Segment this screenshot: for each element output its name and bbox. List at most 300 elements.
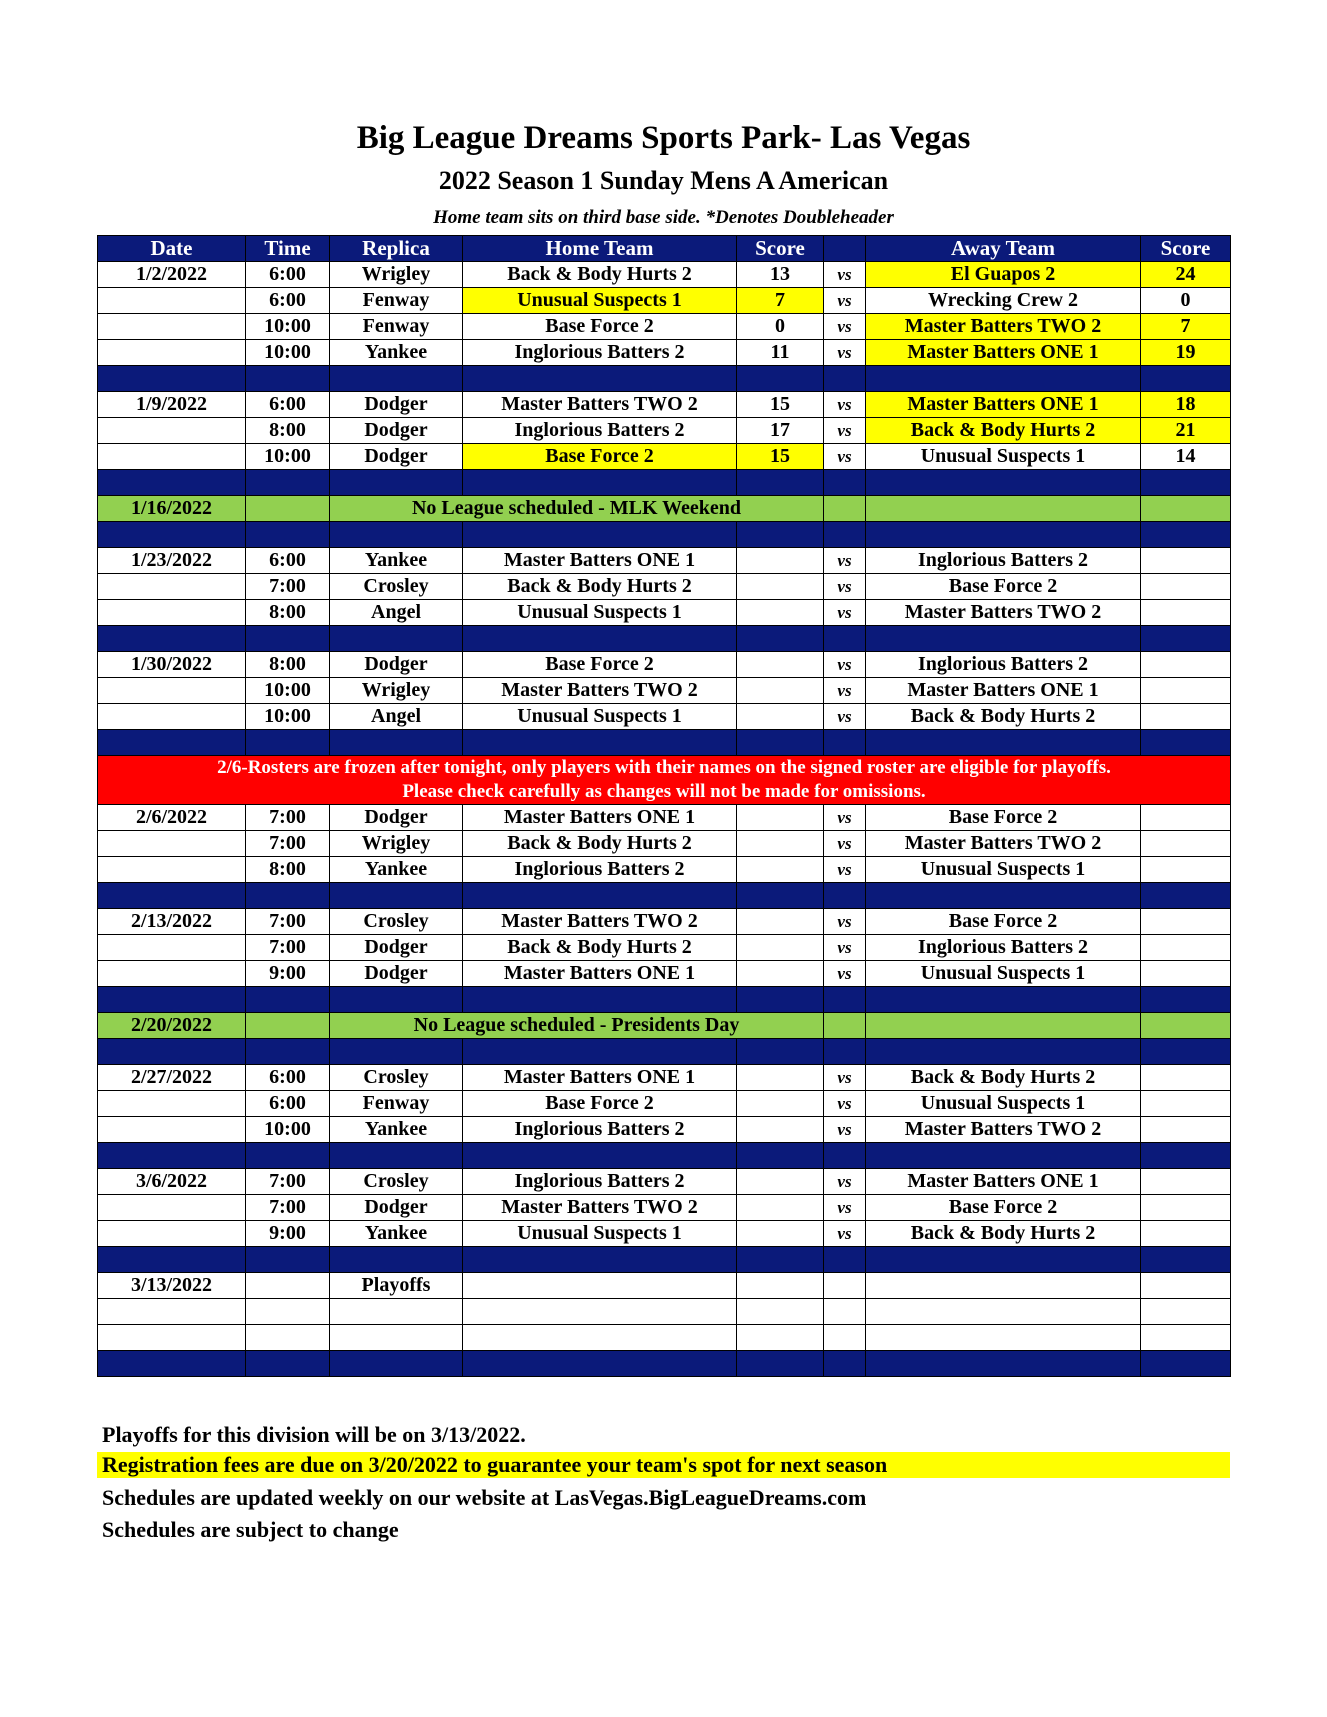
game-row xyxy=(98,857,1231,883)
separator-cell xyxy=(866,883,1141,909)
vs-cell: vs xyxy=(824,548,866,574)
empty-cell xyxy=(737,1325,824,1351)
replica-cell: Wrigley xyxy=(330,262,463,288)
separator-cell xyxy=(330,522,463,548)
home-score-cell xyxy=(737,652,824,678)
replica-cell: Angel xyxy=(330,704,463,730)
time-cell: 8:00 xyxy=(246,857,330,883)
separator-cell xyxy=(1141,730,1231,756)
away-score-cell xyxy=(1141,935,1231,961)
time-cell: 7:00 xyxy=(246,574,330,600)
game-row xyxy=(98,340,1231,366)
empty-cell xyxy=(1141,1299,1231,1325)
separator-cell xyxy=(246,1143,330,1169)
home-score-cell xyxy=(737,1091,824,1117)
separator-cell xyxy=(1141,522,1231,548)
separator-row xyxy=(98,366,1231,392)
date-cell xyxy=(98,1221,246,1247)
game-row xyxy=(98,1195,1231,1221)
separator-cell xyxy=(1141,626,1231,652)
separator-cell xyxy=(246,730,330,756)
date-cell: 2/27/2022 xyxy=(98,1065,246,1091)
date-cell xyxy=(98,831,246,857)
home-team-cell: Back & Body Hurts 2 xyxy=(463,831,737,857)
replica-cell: Dodger xyxy=(330,935,463,961)
separator-cell xyxy=(246,987,330,1013)
separator-cell xyxy=(330,1247,463,1273)
vs-cell: vs xyxy=(824,652,866,678)
home-score-cell: 15 xyxy=(737,444,824,470)
home-team-cell: Master Batters ONE 1 xyxy=(463,961,737,987)
replica-cell: Wrigley xyxy=(330,831,463,857)
date-cell xyxy=(98,444,246,470)
time-cell: 6:00 xyxy=(246,1065,330,1091)
empty-cell xyxy=(1141,1325,1231,1351)
separator-cell xyxy=(98,1039,246,1065)
time-cell: 6:00 xyxy=(246,1091,330,1117)
date-cell: 2/13/2022 xyxy=(98,909,246,935)
col-header-home-team: Home Team xyxy=(463,236,737,262)
separator-cell xyxy=(737,1039,824,1065)
separator-cell xyxy=(737,1351,824,1377)
home-team-cell: Master Batters TWO 2 xyxy=(463,678,737,704)
date-cell: 2/20/2022 xyxy=(98,1013,246,1039)
roster-notice xyxy=(98,756,1231,805)
away-team-cell: Base Force 2 xyxy=(866,805,1141,831)
home-score-cell xyxy=(737,857,824,883)
empty-cell xyxy=(824,1299,866,1325)
time-cell: 6:00 xyxy=(246,262,330,288)
separator-cell xyxy=(866,1143,1141,1169)
date-cell xyxy=(98,574,246,600)
separator-cell xyxy=(330,1143,463,1169)
separator-cell xyxy=(463,883,737,909)
separator-cell xyxy=(463,1039,737,1065)
game-row xyxy=(98,262,1231,288)
home-team-cell: Master Batters TWO 2 xyxy=(463,1195,737,1221)
vs-cell: vs xyxy=(824,1169,866,1195)
roster-notice-line2: Please check carefully as changes will not be made for omissions. xyxy=(402,781,926,802)
replica-cell: Yankee xyxy=(330,1117,463,1143)
separator-cell xyxy=(330,470,463,496)
col-header-away-score: Score xyxy=(1141,236,1231,262)
separator-cell xyxy=(1141,883,1231,909)
separator-cell xyxy=(463,366,737,392)
separator-cell xyxy=(463,522,737,548)
time-cell xyxy=(246,1273,330,1299)
separator-cell xyxy=(98,522,246,548)
time-cell: 10:00 xyxy=(246,314,330,340)
vs-cell: vs xyxy=(824,1091,866,1117)
separator-row xyxy=(98,987,1231,1013)
table-header-row xyxy=(98,236,1231,262)
replica-cell: Yankee xyxy=(330,1221,463,1247)
time-cell: 9:00 xyxy=(246,961,330,987)
away-team-cell: Master Batters ONE 1 xyxy=(866,340,1141,366)
separator-cell xyxy=(824,522,866,548)
away-score-cell xyxy=(1141,1221,1231,1247)
no-league-text: No League scheduled - Presidents Day xyxy=(330,1013,824,1039)
game-row xyxy=(98,574,1231,600)
away-team-cell: El Guapos 2 xyxy=(866,262,1141,288)
vs-cell: vs xyxy=(824,1065,866,1091)
date-cell: 1/23/2022 xyxy=(98,548,246,574)
separator-cell xyxy=(824,366,866,392)
separator-row xyxy=(98,1039,1231,1065)
away-score-cell: 14 xyxy=(1141,444,1231,470)
game-row xyxy=(98,805,1231,831)
vs-cell: vs xyxy=(824,262,866,288)
separator-cell xyxy=(98,1143,246,1169)
separator-row xyxy=(98,883,1231,909)
away-score-cell xyxy=(1141,704,1231,730)
vs-cell: vs xyxy=(824,678,866,704)
separator-cell xyxy=(737,1247,824,1273)
schedule-body xyxy=(98,262,1231,1377)
away-team-cell: Master Batters ONE 1 xyxy=(866,392,1141,418)
time-cell: 6:00 xyxy=(246,548,330,574)
game-row xyxy=(98,935,1231,961)
time-cell: 6:00 xyxy=(246,288,330,314)
replica-cell: Yankee xyxy=(330,548,463,574)
game-row xyxy=(98,1065,1231,1091)
home-score-cell xyxy=(737,548,824,574)
away-team-cell: Back & Body Hurts 2 xyxy=(866,1221,1141,1247)
empty-cell xyxy=(246,1299,330,1325)
replica-cell: Yankee xyxy=(330,857,463,883)
time-cell: 8:00 xyxy=(246,652,330,678)
home-team-note: Home team sits on third base side. *Denotes Doubleheader xyxy=(433,207,894,228)
game-row xyxy=(98,444,1231,470)
home-team-cell: Inglorious Batters 2 xyxy=(463,1169,737,1195)
playoffs-row xyxy=(98,1273,1231,1299)
empty-cell xyxy=(246,1325,330,1351)
date-cell xyxy=(98,288,246,314)
replica-cell: Dodger xyxy=(330,418,463,444)
vs-cell: vs xyxy=(824,600,866,626)
separator-cell xyxy=(1141,1039,1231,1065)
col-header-home-score: Score xyxy=(737,236,824,262)
game-row xyxy=(98,1117,1231,1143)
separator-cell xyxy=(737,1143,824,1169)
empty-cell xyxy=(824,1325,866,1351)
empty-cell xyxy=(463,1273,737,1299)
separator-cell xyxy=(330,883,463,909)
separator-row xyxy=(98,1351,1231,1377)
game-row xyxy=(98,548,1231,574)
date-cell xyxy=(98,418,246,444)
home-team-cell: Base Force 2 xyxy=(463,444,737,470)
home-team-cell: Back & Body Hurts 2 xyxy=(463,574,737,600)
away-team-cell: Back & Body Hurts 2 xyxy=(866,704,1141,730)
page-title: Big League Dreams Sports Park- Las Vegas xyxy=(356,120,971,156)
game-row xyxy=(98,831,1231,857)
home-score-cell: 17 xyxy=(737,418,824,444)
separator-cell xyxy=(737,470,824,496)
separator-cell xyxy=(463,987,737,1013)
separator-cell xyxy=(737,522,824,548)
home-score-cell xyxy=(737,678,824,704)
time-cell: 10:00 xyxy=(246,1117,330,1143)
separator-cell xyxy=(463,470,737,496)
vs-cell: vs xyxy=(824,704,866,730)
time-cell: 9:00 xyxy=(246,1221,330,1247)
away-team-cell: Master Batters TWO 2 xyxy=(866,600,1141,626)
date-cell xyxy=(98,704,246,730)
separator-cell xyxy=(866,470,1141,496)
home-team-cell: Unusual Suspects 1 xyxy=(463,1221,737,1247)
away-team-cell: Inglorious Batters 2 xyxy=(866,548,1141,574)
separator-cell xyxy=(98,470,246,496)
separator-cell xyxy=(737,883,824,909)
game-row xyxy=(98,909,1231,935)
registration-note: Registration fees are due on 3/20/2022 to guarantee your team's spot for next season xyxy=(97,1452,1230,1478)
home-score-cell xyxy=(737,1195,824,1221)
away-team-cell: Master Batters TWO 2 xyxy=(866,831,1141,857)
replica-cell: Crosley xyxy=(330,1065,463,1091)
game-row xyxy=(98,652,1231,678)
game-row xyxy=(98,704,1231,730)
away-team-cell: Master Batters ONE 1 xyxy=(866,678,1141,704)
vs-cell: vs xyxy=(824,340,866,366)
away-team-cell: Base Force 2 xyxy=(866,1195,1141,1221)
away-score-cell xyxy=(1141,574,1231,600)
home-team-cell: Master Batters TWO 2 xyxy=(463,392,737,418)
col-header-vs xyxy=(824,236,866,262)
separator-cell xyxy=(463,730,737,756)
empty-cell xyxy=(98,1325,246,1351)
home-score-cell xyxy=(737,909,824,935)
away-team-cell: Base Force 2 xyxy=(866,909,1141,935)
date-cell xyxy=(98,340,246,366)
page-subtitle: 2022 Season 1 Sunday Mens A American xyxy=(438,166,889,195)
replica-cell: Crosley xyxy=(330,574,463,600)
separator-row xyxy=(98,1247,1231,1273)
date-cell: 3/6/2022 xyxy=(98,1169,246,1195)
vs-cell: vs xyxy=(824,1117,866,1143)
time-cell: 7:00 xyxy=(246,831,330,857)
separator-cell xyxy=(1141,366,1231,392)
home-team-cell: Master Batters ONE 1 xyxy=(463,1065,737,1091)
replica-cell: Dodger xyxy=(330,392,463,418)
vs-cell: vs xyxy=(824,444,866,470)
away-score-cell xyxy=(1141,909,1231,935)
time-cell: 7:00 xyxy=(246,1169,330,1195)
vs-cell: vs xyxy=(824,288,866,314)
separator-cell xyxy=(824,1039,866,1065)
separator-cell xyxy=(330,1039,463,1065)
away-team-cell: Master Batters TWO 2 xyxy=(866,1117,1141,1143)
separator-cell xyxy=(330,1351,463,1377)
replica-cell: Yankee xyxy=(330,340,463,366)
separator-cell xyxy=(98,883,246,909)
game-row xyxy=(98,314,1231,340)
home-score-cell xyxy=(737,831,824,857)
blank-row xyxy=(98,1325,1231,1351)
separator-cell xyxy=(866,987,1141,1013)
away-score-cell xyxy=(1141,1117,1231,1143)
separator-row xyxy=(98,470,1231,496)
away-team-cell: Master Batters ONE 1 xyxy=(866,1169,1141,1195)
date-cell xyxy=(98,1117,246,1143)
home-team-cell: Unusual Suspects 1 xyxy=(463,288,737,314)
separator-cell xyxy=(463,1143,737,1169)
blank-row xyxy=(98,1299,1231,1325)
empty-cell xyxy=(463,1325,737,1351)
home-team-cell: Master Batters TWO 2 xyxy=(463,909,737,935)
home-score-cell: 15 xyxy=(737,392,824,418)
away-score-cell xyxy=(1141,652,1231,678)
time-cell: 8:00 xyxy=(246,418,330,444)
separator-cell xyxy=(824,1143,866,1169)
away-team-cell: Master Batters TWO 2 xyxy=(866,314,1141,340)
playoffs-note: Playoffs for this division will be on 3/13/2022. xyxy=(102,1422,526,1447)
date-cell: 1/16/2022 xyxy=(98,496,246,522)
home-score-cell xyxy=(737,1169,824,1195)
game-row xyxy=(98,418,1231,444)
away-team-cell xyxy=(866,1013,1141,1039)
separator-cell xyxy=(1141,987,1231,1013)
vs-cell: vs xyxy=(824,392,866,418)
away-team-cell: Unusual Suspects 1 xyxy=(866,961,1141,987)
time-cell xyxy=(246,496,330,522)
empty-cell xyxy=(866,1325,1141,1351)
separator-cell xyxy=(246,1039,330,1065)
vs-cell: vs xyxy=(824,314,866,340)
away-team-cell: Inglorious Batters 2 xyxy=(866,935,1141,961)
date-cell xyxy=(98,678,246,704)
date-cell xyxy=(98,857,246,883)
game-row xyxy=(98,600,1231,626)
separator-cell xyxy=(737,730,824,756)
vs-cell: vs xyxy=(824,961,866,987)
change-note: Schedules are subject to change xyxy=(102,1517,399,1542)
separator-cell xyxy=(246,1247,330,1273)
home-team-cell: Back & Body Hurts 2 xyxy=(463,262,737,288)
empty-cell xyxy=(330,1299,463,1325)
home-score-cell: 7 xyxy=(737,288,824,314)
no-league-row xyxy=(98,496,1231,522)
away-score-cell xyxy=(1141,496,1231,522)
separator-cell xyxy=(246,1351,330,1377)
time-cell: 7:00 xyxy=(246,909,330,935)
away-score-cell xyxy=(1141,678,1231,704)
date-cell: 3/13/2022 xyxy=(98,1273,246,1299)
vs-cell xyxy=(824,496,866,522)
vs-cell: vs xyxy=(824,857,866,883)
separator-cell xyxy=(824,730,866,756)
date-cell xyxy=(98,935,246,961)
separator-cell xyxy=(330,626,463,652)
separator-cell xyxy=(1141,470,1231,496)
away-score-cell xyxy=(1141,1013,1231,1039)
separator-cell xyxy=(463,1247,737,1273)
separator-cell xyxy=(824,987,866,1013)
separator-cell xyxy=(824,1351,866,1377)
empty-cell xyxy=(737,1299,824,1325)
separator-cell xyxy=(246,470,330,496)
col-header-date: Date xyxy=(98,236,246,262)
home-score-cell: 13 xyxy=(737,262,824,288)
away-team-cell: Unusual Suspects 1 xyxy=(866,444,1141,470)
time-cell: 8:00 xyxy=(246,600,330,626)
empty-cell xyxy=(824,1273,866,1299)
separator-row xyxy=(98,626,1231,652)
away-score-cell xyxy=(1141,1065,1231,1091)
game-row xyxy=(98,961,1231,987)
vs-cell: vs xyxy=(824,1221,866,1247)
separator-cell xyxy=(463,626,737,652)
away-score-cell xyxy=(1141,857,1231,883)
away-score-cell xyxy=(1141,600,1231,626)
separator-cell xyxy=(737,626,824,652)
time-cell: 10:00 xyxy=(246,444,330,470)
vs-cell: vs xyxy=(824,935,866,961)
away-score-cell xyxy=(1141,961,1231,987)
away-team-cell: Back & Body Hurts 2 xyxy=(866,418,1141,444)
replica-cell: Playoffs xyxy=(330,1273,463,1299)
separator-cell xyxy=(866,626,1141,652)
home-score-cell: 11 xyxy=(737,340,824,366)
col-header-away-team: Away Team xyxy=(866,236,1141,262)
home-team-cell: Inglorious Batters 2 xyxy=(463,340,737,366)
home-score-cell xyxy=(737,935,824,961)
home-team-cell: Base Force 2 xyxy=(463,1091,737,1117)
replica-cell: Dodger xyxy=(330,961,463,987)
replica-cell: Dodger xyxy=(330,652,463,678)
schedule-table xyxy=(97,235,1231,1377)
away-score-cell: 7 xyxy=(1141,314,1231,340)
replica-cell: Wrigley xyxy=(330,678,463,704)
away-score-cell: 18 xyxy=(1141,392,1231,418)
separator-cell xyxy=(866,1039,1141,1065)
separator-cell xyxy=(824,626,866,652)
empty-cell xyxy=(98,1299,246,1325)
time-cell: 7:00 xyxy=(246,935,330,961)
date-cell xyxy=(98,314,246,340)
empty-cell xyxy=(866,1273,1141,1299)
time-cell: 7:00 xyxy=(246,1195,330,1221)
vs-cell: vs xyxy=(824,831,866,857)
time-cell: 10:00 xyxy=(246,340,330,366)
no-league-text: No League scheduled - MLK Weekend xyxy=(330,496,824,522)
separator-row xyxy=(98,730,1231,756)
home-team-cell: Master Batters ONE 1 xyxy=(463,805,737,831)
away-team-cell: Unusual Suspects 1 xyxy=(866,1091,1141,1117)
separator-cell xyxy=(737,987,824,1013)
separator-cell xyxy=(246,883,330,909)
home-score-cell: 0 xyxy=(737,314,824,340)
vs-cell: vs xyxy=(824,574,866,600)
no-league-row xyxy=(98,1013,1231,1039)
time-cell: 10:00 xyxy=(246,678,330,704)
separator-cell xyxy=(824,1247,866,1273)
replica-cell: Angel xyxy=(330,600,463,626)
away-team-cell: Back & Body Hurts 2 xyxy=(866,1065,1141,1091)
game-row xyxy=(98,1169,1231,1195)
separator-cell xyxy=(866,1247,1141,1273)
vs-cell: vs xyxy=(824,418,866,444)
replica-cell: Fenway xyxy=(330,1091,463,1117)
home-score-cell xyxy=(737,1065,824,1091)
date-cell: 1/2/2022 xyxy=(98,262,246,288)
away-score-cell xyxy=(1141,1091,1231,1117)
empty-cell xyxy=(1141,1273,1231,1299)
separator-cell xyxy=(1141,1143,1231,1169)
date-cell xyxy=(98,961,246,987)
home-score-cell xyxy=(737,1117,824,1143)
home-team-cell: Base Force 2 xyxy=(463,652,737,678)
